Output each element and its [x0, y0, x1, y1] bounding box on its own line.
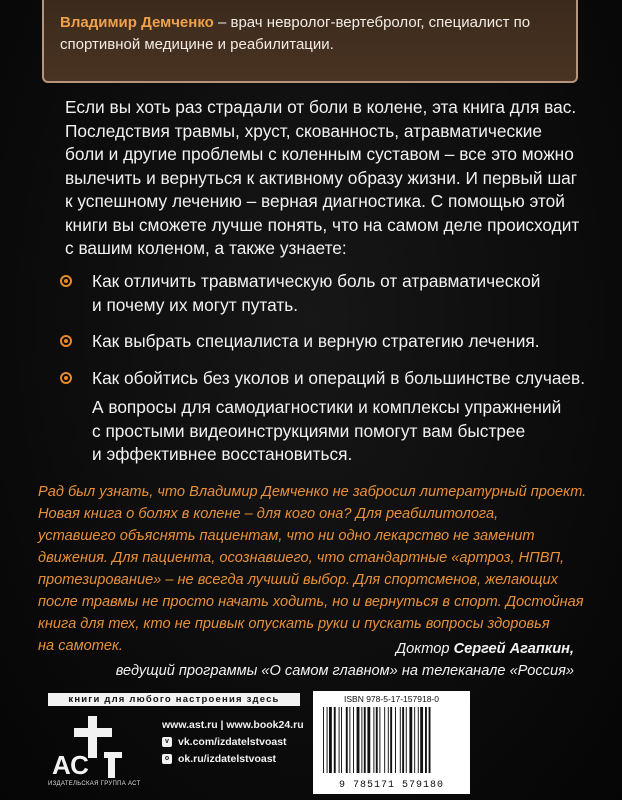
author-description: – врач невролог-вертебролог, специалист по	[213, 14, 531, 31]
vk-icon: v	[162, 737, 172, 747]
svg-text:АС: АС	[52, 750, 89, 780]
intro-line: вылечить и вернуться к активному образу жизни. И первый шаг	[65, 167, 578, 188]
signature-line-1	[116, 638, 574, 660]
link-row[interactable]	[162, 716, 304, 733]
link-row[interactable]	[162, 733, 304, 750]
quote-line: движения. Для пациента, осознавшего, что стандартные «артроз, НПВП,	[38, 550, 565, 566]
intro-line: книги вы сможете лучше понять, что на самом деле происходит	[65, 214, 580, 235]
isbn-label: ISBN 978-5-17-157918-0	[344, 694, 439, 704]
intro-paragraph	[65, 96, 585, 261]
closing-line: и эффективнее восстановиться.	[92, 444, 353, 464]
ok-icon: o	[162, 754, 172, 764]
intro-line: Если вы хоть раз страдали от боли в колене, эта книга для вас.	[65, 97, 577, 117]
bullet-icon	[60, 372, 72, 384]
intro-line: боли и другие проблемы с коленным суставом – все это можно	[65, 144, 574, 164]
bullet-icon	[60, 335, 72, 347]
ast-logo-icon	[48, 712, 138, 784]
web-link-text[interactable]: www.ast.ru | www.book24.ru	[162, 718, 304, 731]
barcode	[313, 691, 470, 794]
bullet-text: Как отличить травматическую боль от атравматической	[92, 271, 541, 291]
list-item	[60, 270, 590, 317]
quote-line: уставшего объяснять пациентам, что ни одно лекарство не заменит	[38, 528, 535, 544]
barcode-bars-icon	[323, 707, 460, 773]
signature-prefix: Доктор	[395, 641, 454, 657]
author-info-box	[42, 0, 578, 83]
list-item	[60, 367, 590, 391]
endorsement-signature	[116, 638, 574, 682]
author-line-2: спортивной медицине и реабилитации.	[60, 36, 334, 53]
closing-line: А вопросы для самодиагностики и комплексы упражнений	[92, 397, 562, 417]
intro-line: к успешному лечению – верная диагностика. С помощью этой	[65, 191, 565, 211]
list-item	[60, 330, 590, 354]
bullet-text: Как выбрать специалиста и верную стратегию лечения.	[92, 331, 540, 351]
bullet-text: Как обойтись без уколов и операций в большинстве случаев.	[92, 367, 586, 388]
bullet-text: и почему их могут путать.	[92, 294, 299, 315]
publisher-group-name: ИЗДАТЕЛЬСКАЯ ГРУППА АСТ	[48, 781, 141, 787]
publisher-links	[162, 716, 304, 767]
author-name: Владимир Демченко	[60, 14, 214, 31]
benefit-list	[60, 270, 590, 403]
closing-line: с простыми видеоинструкциями помогут вам быстрее	[92, 420, 526, 441]
quote-line: на самотек.	[38, 638, 123, 654]
intro-line: Последствия травмы, хруст, скованность, атравматические	[65, 120, 542, 141]
author-line-1	[60, 12, 560, 34]
endorsement-quote	[38, 481, 598, 657]
signature-title: ведущий программы «О самом главном» на телеканале «Россия»	[115, 663, 574, 679]
barcode-number: 9 785171 579180	[338, 780, 444, 791]
publisher-slogan: книги для любого настроения здесь	[48, 693, 300, 706]
quote-line: протезирование» – не всегда лучший выбор. Для спортсменов, желающих	[38, 572, 558, 588]
bullet-icon	[60, 275, 72, 287]
link-row[interactable]	[162, 750, 304, 767]
quote-line: после травмы не просто начать ходить, но и вернуться в спорт. Достойная	[38, 594, 584, 610]
intro-line: с вашим коленом, а также узнаете:	[65, 238, 347, 258]
quote-line: книга для тех, кто не привык опускать руки и пускать вопросы здоровья	[38, 616, 550, 632]
signature-name: Сергей Агапкин,	[453, 641, 574, 657]
ok-link-text[interactable]: ok.ru/izdatelstvoast	[178, 752, 277, 765]
closing-paragraph	[92, 396, 592, 467]
vk-link-text[interactable]: vk.com/izdatelstvoast	[178, 735, 287, 748]
quote-line: Новая книга о болях в колене – для кого она? Для реабилитолога,	[38, 506, 499, 522]
quote-line: Рад был узнать, что Владимир Демченко не забросил литературный проект.	[38, 484, 587, 500]
